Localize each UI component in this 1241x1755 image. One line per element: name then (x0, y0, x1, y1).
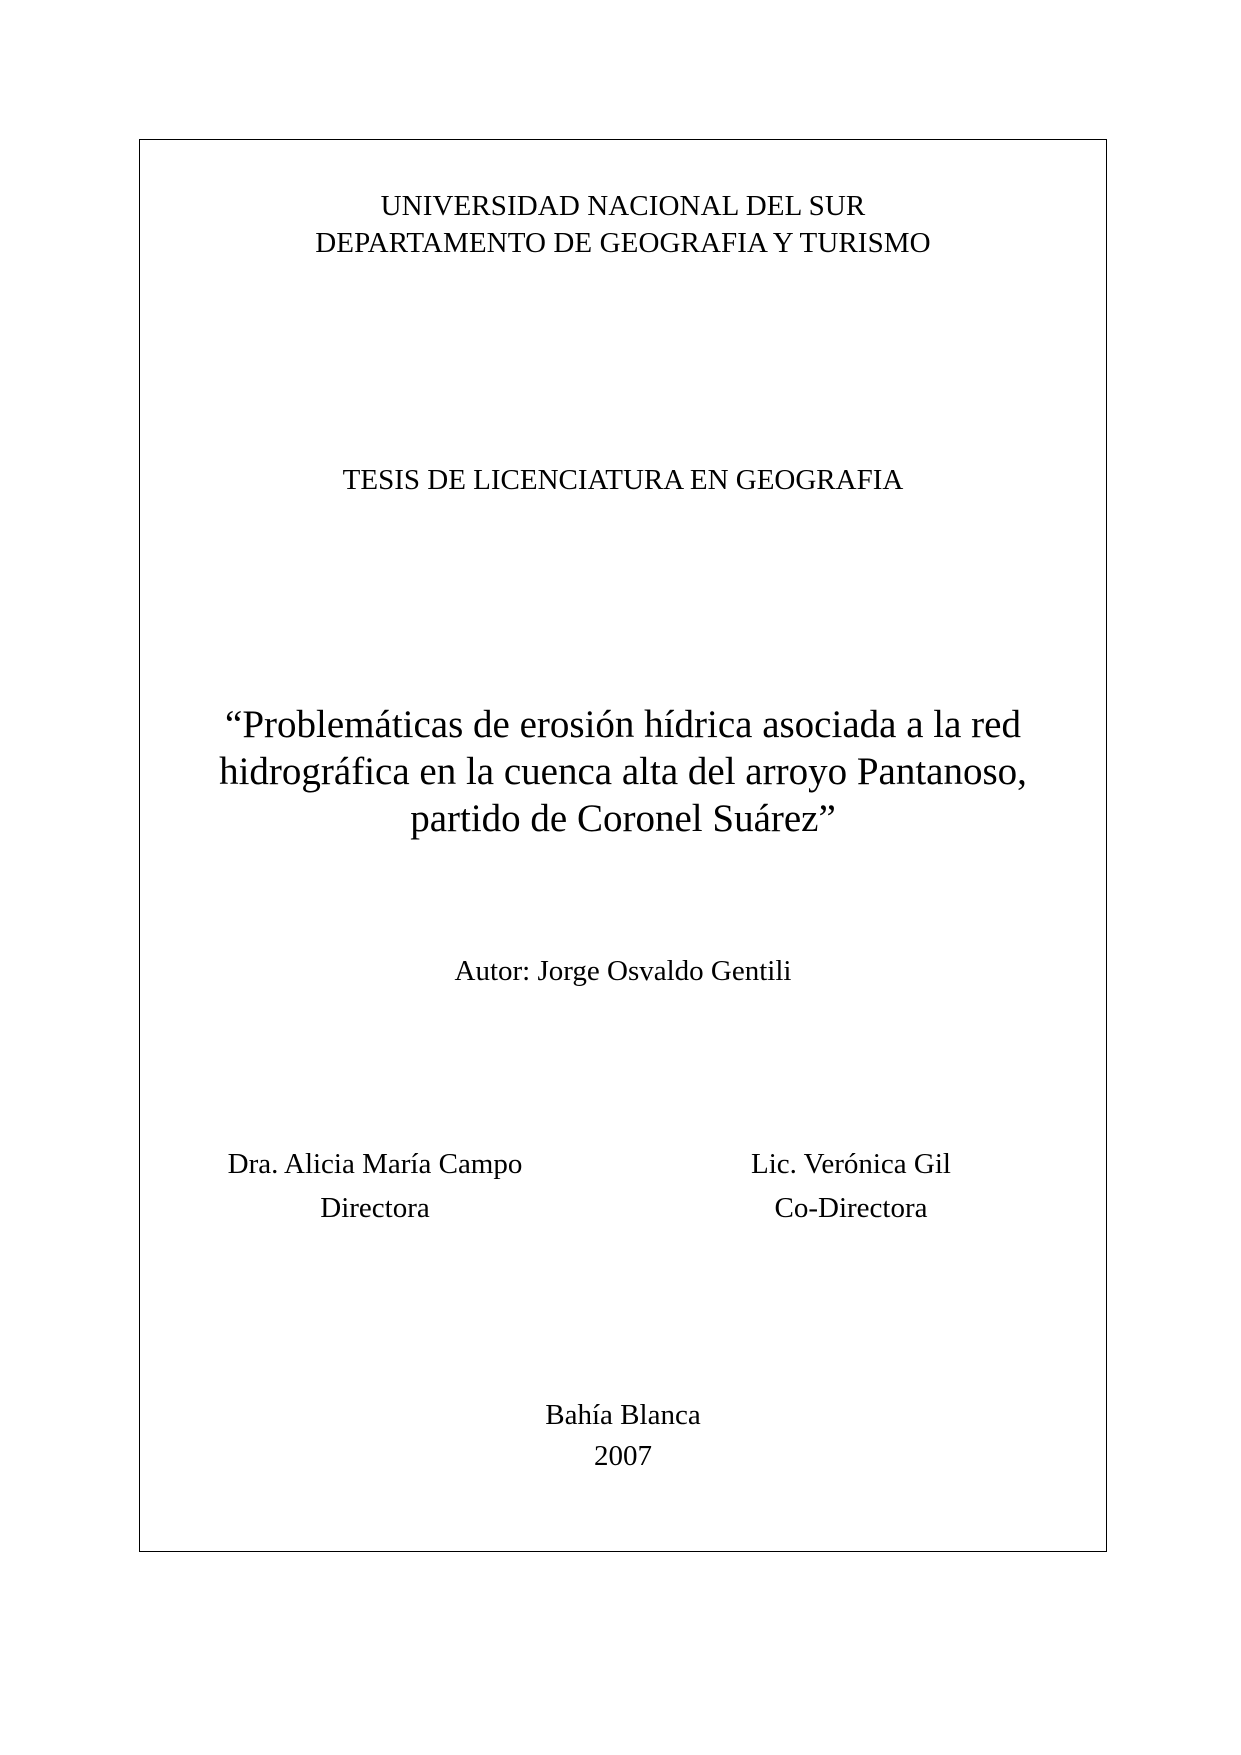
year: 2007 (594, 1440, 652, 1472)
codirector-role: Co-Directora (774, 1192, 928, 1224)
thesis-title-line-3: partido de Coronel Suárez” (410, 797, 836, 840)
department-name: DEPARTAMENTO DE GEOGRAFIA Y TURISMO (315, 227, 931, 259)
place: Bahía Blanca (545, 1399, 701, 1431)
thesis-title-line-1: “Problemáticas de erosión hídrica asociada a la red (225, 703, 1021, 746)
cover-frame (139, 139, 1107, 1552)
director-role: Directora (320, 1192, 430, 1224)
thesis-title-line-2: hidrográfica en la cuenca alta del arroyo Pantanoso, (219, 750, 1027, 793)
thesis-type: TESIS DE LICENCIATURA EN GEOGRAFIA (342, 464, 904, 496)
codirector-name: Lic. Verónica Gil (751, 1148, 951, 1180)
author-line: Autor: Jorge Osvaldo Gentili (454, 955, 792, 987)
director-name: Dra. Alicia María Campo (227, 1148, 523, 1180)
university-name: UNIVERSIDAD NACIONAL DEL SUR (380, 190, 866, 222)
